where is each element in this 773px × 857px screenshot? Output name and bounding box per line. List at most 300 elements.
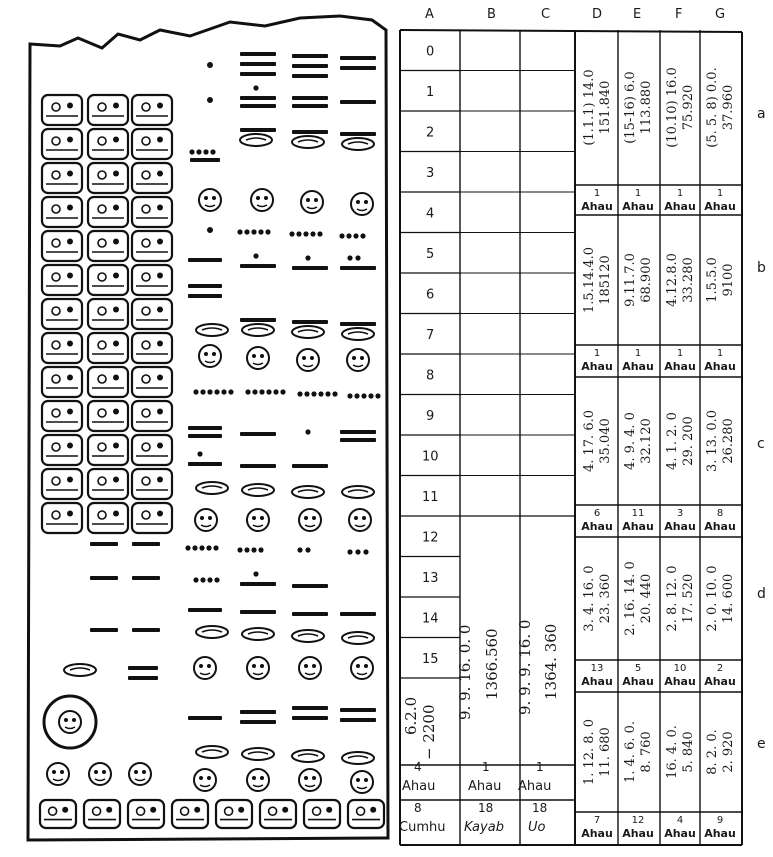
glyph-eye [252,516,256,520]
glyph-detail [157,511,163,517]
glyph-eye [310,356,314,360]
numeral-bar [340,718,376,722]
numeral-dot [213,545,218,550]
glyph-eye [312,664,316,668]
glyph-detail [52,273,60,281]
glyph-detail [98,375,106,383]
glyph-detail [157,477,163,483]
shell-zero-glyph [196,482,228,494]
glyph-eye [207,664,211,668]
shell-zero-glyph [342,632,374,644]
row-numbers [422,44,439,667]
day-count-value: 23. 360 [598,573,613,624]
maya-glyph-block [88,197,128,227]
glyph-detail [52,103,60,111]
day-count-value: 32.120 [639,418,654,464]
numeral-bar [240,582,276,586]
numeral-dot [297,547,302,552]
numeral-bar [240,52,276,56]
numeral-dot [252,389,257,394]
glyph-eye [352,356,356,360]
maya-glyph-block [42,401,82,431]
numeral-dot [346,233,351,238]
glyph-detail [142,103,150,111]
row-number: 13 [422,570,439,586]
day-number: 1 [716,348,724,359]
glyph-detail [113,409,119,415]
shell-zero-glyph [342,486,374,498]
glyph-eye [60,770,64,774]
numeral-dot [200,577,205,582]
numeral-dot [253,85,258,90]
shell-detail [248,488,268,490]
glyph-detail [142,477,150,485]
maya-glyph-block [42,265,82,295]
numeral-bar [90,576,118,580]
numeral-bar [132,542,160,546]
day-name: Ahau [704,675,736,688]
numeral-bar [240,62,276,66]
numeral-dot [214,389,219,394]
numeral-dot [355,255,360,260]
glyph-eye [354,516,358,520]
codex-glyph-rows [40,52,384,828]
numeral-dot [200,389,205,394]
column-c-month-number: 18 [532,801,548,815]
day-number: 9 [716,815,724,826]
long-count-value: 8. 2. 0. [705,729,720,775]
shell-zero-glyph [242,484,274,496]
glyph-detail [67,409,73,415]
glyph-detail [142,443,150,451]
glyph-detail [113,137,119,143]
column-c-month-name: Uo [528,820,546,835]
column-a-long-count: 6.2.0 [402,696,420,735]
column-b-long-count-group [456,625,504,835]
day-name: Ahau [622,675,654,688]
glyph-detail [98,239,106,247]
glyph-detail [113,273,119,279]
day-name: Ahau [664,360,696,373]
long-count-value: 4. 17. 6.0 [582,409,597,473]
numeral-dot [354,393,359,398]
glyph-detail [357,807,365,815]
numeral-bar [240,710,276,714]
day-name: Ahau [664,520,696,533]
glyph-detail [52,443,60,451]
maya-glyph-block [132,503,172,533]
day-sign-glyph [299,769,321,791]
glyph-eye [134,770,138,774]
glyph-detail [67,307,73,313]
day-count-value: 2. 920 [721,731,736,773]
glyph-mouth [257,205,267,207]
day-count-value: 185120 [598,255,613,305]
numeral-bar [240,464,276,468]
day-number: 1 [676,348,684,359]
numeral-dot [258,547,263,552]
shell-detail [248,328,268,330]
numeral-dot [221,389,226,394]
glyph-detail [67,273,73,279]
day-number: 8 [716,508,724,519]
glyph-detail [67,103,73,109]
glyph-detail [62,807,68,813]
day-sign-glyph [299,509,321,531]
day-sign-glyph [194,657,216,679]
day-name: Ahau [581,360,613,373]
numeral-bar [292,706,328,710]
glyph-eye [212,196,216,200]
glyph-detail [52,205,60,213]
numeral-dot [197,451,202,456]
numeral-dot [193,577,198,582]
row-number: 15 [422,651,439,667]
glyph-detail [67,375,73,381]
numeral-dot [347,255,352,260]
numeral-bar [188,294,222,298]
glyph-detail [52,239,60,247]
maya-glyph-block [128,800,164,828]
long-count-value: 2. 8. 12. 0 [665,565,680,632]
day-name: Ahau [622,827,654,840]
maya-glyph-block [132,129,172,159]
day-name: Ahau [622,520,654,533]
glyph-eye [52,770,56,774]
row-number: 5 [426,246,435,262]
glyph-detail [313,807,321,815]
long-count-value: 1. 4. 6. 0. [623,720,638,784]
numeral-dot [199,545,204,550]
day-sign-glyph [301,191,323,213]
glyph-detail [150,807,156,813]
row-number: 1 [426,84,435,100]
numeral-bar [132,576,160,580]
row-number: 2 [426,125,435,141]
day-name: Ahau [704,520,736,533]
maya-glyph-block [260,800,296,828]
numeral-bar [292,130,328,134]
glyph-eye [252,664,256,668]
glyph-eye [356,664,360,668]
numeral-bar [340,612,376,616]
glyph-detail [98,477,106,485]
section-e [575,719,742,845]
column-c-days: 1364. 360 [542,623,560,700]
glyph-detail [67,239,73,245]
numeral-bar [340,322,376,326]
glyph-detail [282,807,288,813]
numeral-bar [340,438,376,442]
long-count-value: 16. 4. 0. [665,725,680,779]
glyph-detail [67,205,73,211]
shell-zero-glyph [196,746,228,758]
row-number: 3 [426,165,435,181]
section-label-d: d [757,586,766,602]
shell-detail [70,668,90,670]
maya-glyph-block [88,435,128,465]
shell-detail [202,486,222,488]
maya-glyph-block [132,231,172,261]
day-number: 1 [716,188,724,199]
maya-glyph-block [348,800,384,828]
numeral-dot [214,577,219,582]
maya-glyph-block [132,469,172,499]
numeral-bar [132,628,160,632]
numeral-dot [355,549,360,554]
glyph-eye [302,356,306,360]
day-number: 4 [676,815,684,826]
shell-zero-glyph [342,138,374,150]
maya-glyph-block [88,95,128,125]
day-number: 12 [631,815,645,826]
maya-glyph-block [42,503,82,533]
numeral-bar [190,158,220,162]
numeral-bar [188,716,222,720]
numeral-bar [128,666,158,670]
numeral-bar [188,258,222,262]
maya-glyph-block [132,95,172,125]
day-name: Ahau [704,360,736,373]
grid-line [400,30,742,32]
glyph-detail [142,137,150,145]
long-count-value: (5. 5. 8) 0.0. [705,67,720,148]
column-c-day-name: Ahau [518,779,552,794]
maya-glyph-block [132,435,172,465]
maya-glyph-block [88,265,128,295]
column-header-a: A [425,7,434,22]
glyph-mouth [305,785,315,787]
shell-zero-glyph [64,664,96,676]
glyph-detail [157,341,163,347]
glyph-detail [157,443,163,449]
row-number: 9 [426,408,435,424]
numeral-dot [310,231,315,236]
day-count-value: 8. 760 [639,731,654,773]
glyph-detail [142,273,150,281]
glyph-detail [52,341,60,349]
glyph-detail [98,273,106,281]
day-count-value: 37.960 [721,84,736,131]
row-number: 11 [422,489,439,505]
numeral-dot [317,231,322,236]
long-count-value: 1.5.14.4.0 [582,246,597,314]
glyph-detail [142,409,150,417]
glyph-detail [238,807,244,813]
day-count-value: 33.280 [681,257,696,303]
long-count-value: 4. 1. 2. 0 [665,412,680,470]
day-sign-glyph [347,349,369,371]
glyph-mouth [205,361,215,363]
glyph-eye [362,516,366,520]
glyph-detail [113,341,119,347]
numeral-dot [206,545,211,550]
shell-zero-glyph [292,326,324,338]
day-sign-glyph [195,509,217,531]
numeral-bar [188,462,222,466]
numeral-bar [240,264,276,268]
glyph-detail [181,807,189,815]
glyph-eye [252,776,256,780]
long-count-value: 3. 13. 0.0 [705,409,720,473]
glyph-mouth [201,525,211,527]
numeral-dot [192,545,197,550]
maya-glyph-block [42,435,82,465]
glyph-eye [256,196,260,200]
long-count-value: 2. 16. 14. 0 [623,561,638,636]
glyph-detail [113,375,119,381]
day-sign-glyph [297,349,319,371]
maya-glyph-block [132,333,172,363]
glyph-detail [52,409,60,417]
maya-glyph-block [88,129,128,159]
glyph-mouth [53,779,63,781]
glyph-detail [67,477,73,483]
maya-glyph-block [42,367,82,397]
maya-glyph-block [42,231,82,261]
maya-glyph-block [42,469,82,499]
glyph-detail [157,171,163,177]
glyph-detail [98,409,106,417]
maya-glyph-block [172,800,208,828]
shell-zero-glyph [292,750,324,762]
maya-glyph-block [42,95,82,125]
row-number: 14 [422,611,439,627]
maya-glyph-block [216,800,252,828]
day-number: 11 [631,508,645,519]
numeral-dot [259,389,264,394]
shell-zero-glyph [196,324,228,336]
glyph-eye [364,664,368,668]
glyph-mouth [65,727,75,729]
glyph-detail [157,205,163,211]
numeral-bar [292,464,328,468]
glyph-detail [98,103,106,111]
day-sign-glyph [247,509,269,531]
column-b-long-count: 9. 9. 16. 0. 0 [456,624,474,720]
shell-detail [298,140,318,142]
numeral-dot [196,149,201,154]
row-number: 8 [426,368,435,384]
day-count-value: 75.920 [681,84,696,131]
day-count-value: 14. 600 [721,573,736,624]
numeral-bar [90,542,118,546]
numeral-dot [265,229,270,234]
glyph-detail [52,375,60,383]
shell-zero-glyph [196,626,228,638]
glyph-detail [49,807,57,815]
glyph-mouth [253,785,263,787]
numeral-dot [251,547,256,552]
column-b-month-number: 18 [478,801,494,815]
shell-zero-glyph [242,324,274,336]
numeral-bar [340,266,376,270]
maya-glyph-block [132,367,172,397]
shell-detail [298,490,318,492]
numeral-bar [292,266,328,270]
glyph-eye [260,354,264,358]
maya-glyph-block [88,367,128,397]
column-b-day-name: Ahau [468,779,502,794]
shell-detail [202,630,222,632]
maya-glyph-block [84,800,120,828]
glyph-detail [142,375,150,383]
glyph-eye [264,196,268,200]
long-count-value: (1.1.1) 14.0 [582,69,597,146]
section-tables [575,67,742,845]
numeral-bar [292,584,328,588]
day-number: 1 [593,188,601,199]
long-count-value: 1. 12. 8. 0 [582,718,597,786]
glyph-mouth [357,209,367,211]
day-name: Ahau [704,200,736,213]
numeral-dot [273,389,278,394]
day-count-value: 29. 200 [681,416,696,466]
numeral-dot [280,389,285,394]
numeral-bar [188,434,222,438]
maya-glyph-block [42,333,82,363]
numeral-dot [305,547,310,552]
glyph-detail [98,137,106,145]
glyph-detail [98,307,106,315]
glyph-detail [142,205,150,213]
maya-glyph-block [88,299,128,329]
numeral-dot [360,233,365,238]
glyph-eye [204,196,208,200]
numeral-dot [297,391,302,396]
glyph-eye [360,356,364,360]
maya-glyph-block [40,800,76,828]
numeral-bar [292,64,328,68]
glyph-mouth [305,525,315,527]
column-headers [425,7,725,22]
day-count-value: 17. 520 [681,573,696,624]
numeral-bar [292,96,328,100]
glyph-eye [207,776,211,780]
row-number: 4 [426,206,435,222]
numeral-dot [207,227,213,233]
maya-glyph-block [88,163,128,193]
day-sign-glyph [194,769,216,791]
numeral-bar [188,608,222,612]
day-sign-glyph [89,763,111,785]
section-label-c: c [757,436,765,452]
day-sign-glyph [199,189,221,211]
day-sign-glyph [251,189,273,211]
day-name: Ahau [664,675,696,688]
day-number: 1 [593,348,601,359]
column-header-f: F [675,7,683,22]
glyph-detail [142,511,150,519]
maya-glyph-block [42,163,82,193]
glyph-mouth [303,365,313,367]
day-sign-glyph [199,345,221,367]
numeral-dot [203,149,208,154]
column-b-month-name: Kayab [464,820,504,835]
numeral-bar [240,104,276,108]
day-sign-glyph [247,347,269,369]
numeral-dot [305,429,310,434]
numeral-dot [339,233,344,238]
day-sign-glyph [299,657,321,679]
column-a-long-count-group [399,697,445,835]
glyph-detail [113,205,119,211]
day-name: Ahau [581,520,613,533]
numeral-dot [207,62,213,68]
numeral-dot [304,391,309,396]
numeral-dot [237,547,242,552]
numeral-dot [318,391,323,396]
